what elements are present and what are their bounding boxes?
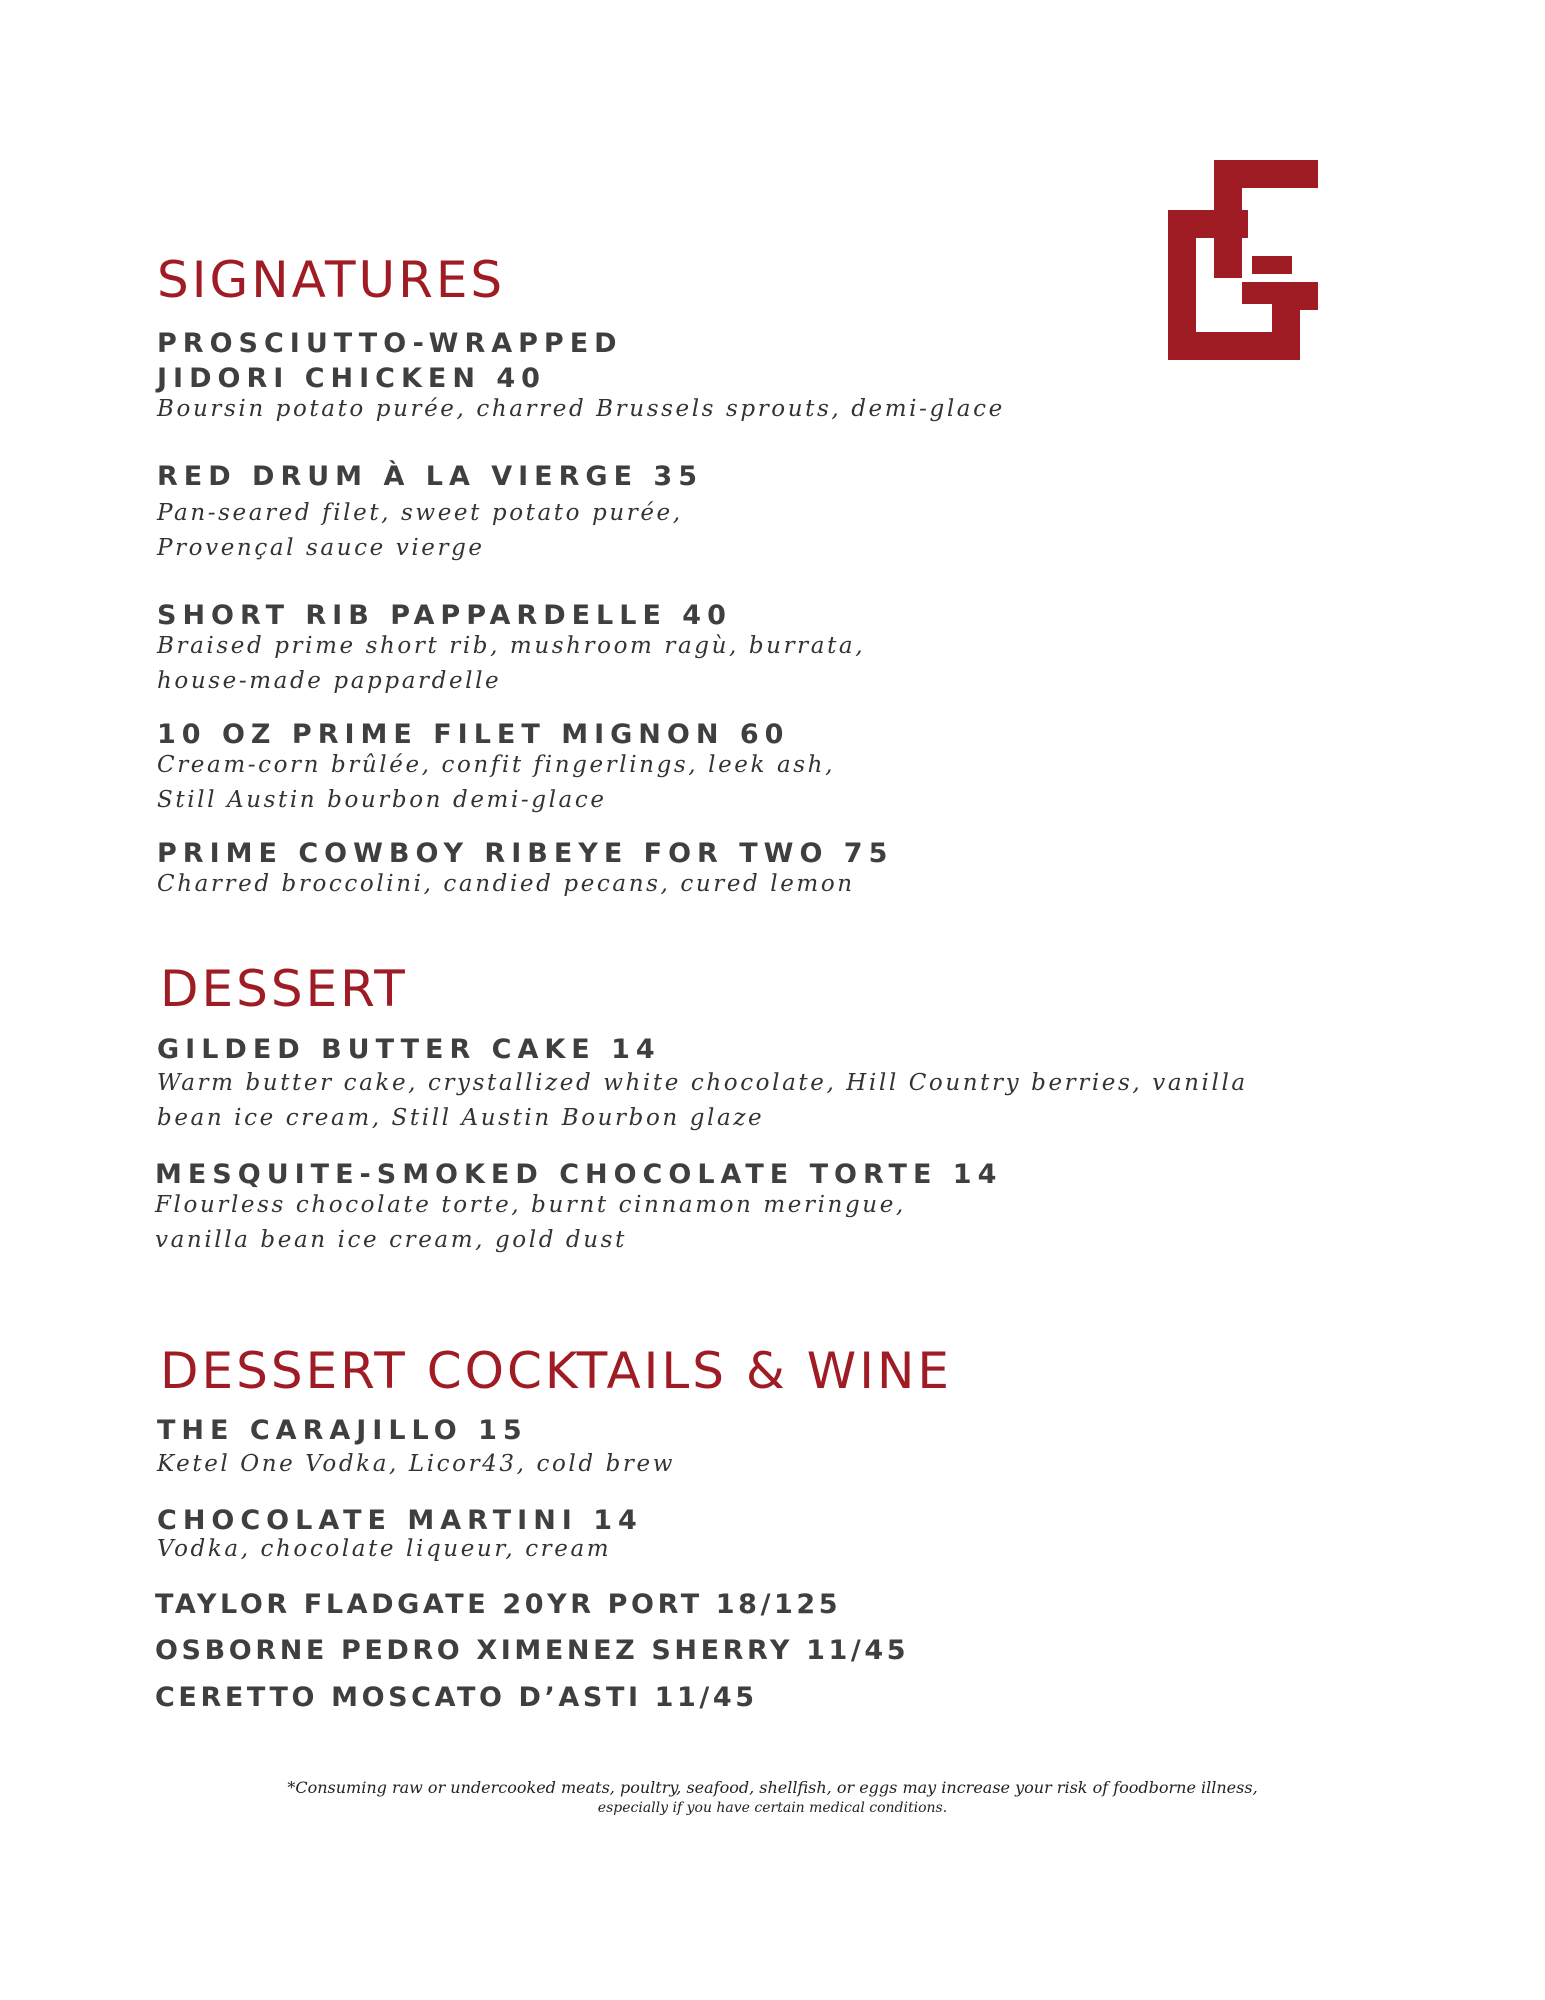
menu-item-name: PROSCIUTTO-WRAPPED bbox=[157, 328, 623, 359]
menu-item-name: OSBORNE PEDRO XIMENEZ SHERRY 11/45 bbox=[155, 1635, 910, 1666]
menu-item-description: Braised prime short rib, mushroom ragù, burrata, bbox=[157, 633, 866, 659]
section-heading-signatures: SIGNATURES bbox=[157, 251, 506, 309]
menu-item-name: RED DRUM À LA VIERGE 35 bbox=[157, 461, 703, 492]
section-heading-dessert: DESSERT bbox=[160, 960, 408, 1018]
menu-item-description: Provençal sauce vierge bbox=[157, 535, 485, 561]
section-heading-cocktails-wine: DESSERT COCKTAILS & WINE bbox=[160, 1342, 952, 1400]
menu-item-description: Flourless chocolate torte, burnt cinnamon meringue, bbox=[155, 1192, 906, 1218]
menu-item-description: Still Austin bourbon demi-glace bbox=[157, 787, 607, 813]
menu-item-description: Warm butter cake, crystallized white chocolate, Hill Country berries, vanilla bbox=[157, 1070, 1248, 1096]
menu-item-name: GILDED BUTTER CAKE 14 bbox=[157, 1034, 661, 1065]
allergy-disclaimer-line1: *Consuming raw or undercooked meats, poultry, seafood, shellfish, or eggs may increase your risk of foodborne illness, bbox=[287, 1778, 1258, 1797]
menu-item-description: bean ice cream, Still Austin Bourbon glaze bbox=[157, 1105, 765, 1131]
restaurant-monogram-logo bbox=[1168, 160, 1318, 360]
menu-item-name: TAYLOR FLADGATE 20YR PORT 18/125 bbox=[155, 1589, 842, 1620]
allergy-disclaimer-line2: especially if you have certain medical conditions. bbox=[597, 1800, 948, 1816]
menu-item-name: PRIME COWBOY RIBEYE FOR TWO 75 bbox=[157, 838, 894, 869]
menu-item-name: SHORT RIB PAPPARDELLE 40 bbox=[157, 600, 732, 631]
menu-item-description: Cream-corn brûlée, confit fingerlings, leek ash, bbox=[157, 752, 835, 778]
menu-item-description: Charred broccolini, candied pecans, cured lemon bbox=[157, 871, 855, 897]
menu-item-description: vanilla bean ice cream, gold dust bbox=[155, 1227, 627, 1253]
menu-item-name: JIDORI CHICKEN 40 bbox=[157, 363, 546, 394]
menu-item-description: house-made pappardelle bbox=[157, 668, 502, 694]
menu-item-name: CHOCOLATE MARTINI 14 bbox=[157, 1505, 643, 1536]
menu-item-name: THE CARAJILLO 15 bbox=[157, 1415, 528, 1446]
menu-item-description: Vodka, chocolate liqueur, cream bbox=[157, 1536, 612, 1562]
menu-item-name: 10 OZ PRIME FILET MIGNON 60 bbox=[157, 719, 790, 750]
menu-item-description: Ketel One Vodka, Licor43, cold brew bbox=[157, 1451, 676, 1477]
menu-item-name: CERETTO MOSCATO D’ASTI 11/45 bbox=[155, 1682, 758, 1713]
menu-item-description: Boursin potato purée, charred Brussels sprouts, demi-glace bbox=[157, 396, 1005, 422]
menu-item-name: MESQUITE-SMOKED CHOCOLATE TORTE 14 bbox=[155, 1159, 1003, 1190]
menu-item-description: Pan-seared filet, sweet potato purée, bbox=[157, 500, 683, 526]
